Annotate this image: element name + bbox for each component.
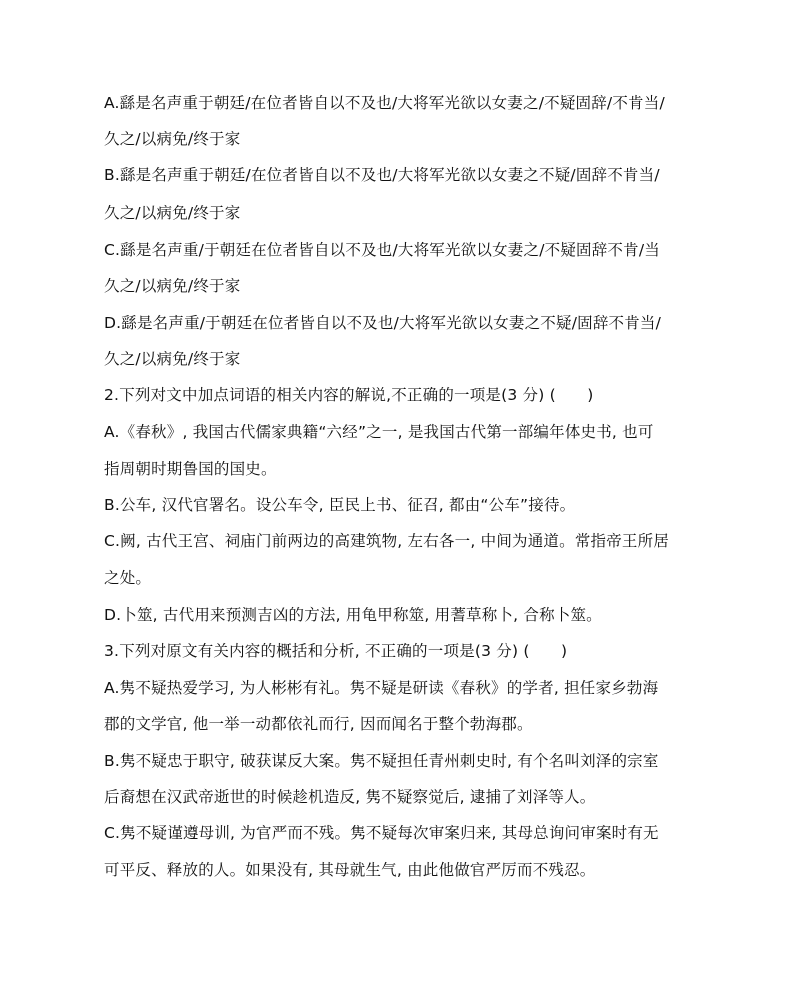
q3-option-a-line-1: A.隽不疑热爱学习, 为人彬彬有礼。隽不疑是研读《春秋》的学者, 担任家乡勃海 [104, 679, 659, 697]
q3-option-b-line-2: 后裔想在汉武帝逝世的时候趁机造反, 隽不疑察觉后, 逮捕了刘泽等人。 [104, 788, 596, 806]
q1-option-d-line-1: D.繇是名声重/于朝廷在位者皆自以不及也/大将军光欲以女妻之不疑/固辞不肯当/ [104, 314, 662, 332]
q1-option-d-line-2: 久之/以病免/终于家 [104, 350, 241, 368]
question-2-stem: 2.下列对文中加点词语的相关内容的解说,不正确的一项是(3 分) ( ) [104, 386, 594, 404]
q2-option-a-line-1: A.《春秋》, 我国古代儒家典籍“六经”之一, 是我国古代第一部编年体史书, 也可 [104, 423, 654, 441]
q2-option-c-line-2: 之处。 [104, 569, 152, 587]
q3-option-c-line-2: 可平反、释放的人。如果没有, 其母就生气, 由此他做官严厉而不残忍。 [104, 861, 596, 879]
q1-option-c-line-2: 久之/以病免/终于家 [104, 277, 241, 295]
question-3-stem: 3.下列对原文有关内容的概括和分析, 不正确的一项是(3 分) ( ) [104, 642, 568, 660]
q1-option-b-line-1: B.繇是名声重于朝廷/在位者皆自以不及也/大将军光欲以女妻之不疑/固辞不肯当/ [104, 166, 660, 184]
q2-option-d-line-1: D.卜筮, 古代用来预测吉凶的方法, 用龟甲称筮, 用蓍草称卜, 合称卜筮。 [104, 606, 602, 624]
q3-option-c-line-1: C.隽不疑谨遵母训, 为官严而不残。隽不疑每次审案归来, 其母总询问审案时有无 [104, 824, 659, 842]
q2-option-b-line-1: B.公车, 汉代官署名。设公车令, 臣民上书、征召, 都由“公车”接待。 [104, 496, 576, 514]
q1-option-a-line-1: A.繇是名声重于朝廷/在位者皆自以不及也/大将军光欲以女妻之/不疑固辞/不肯当/ [104, 94, 665, 112]
q2-option-a-line-2: 指周朝时期鲁国的国史。 [104, 460, 277, 478]
q3-option-a-line-2: 郡的文学官, 他一举一动都依礼而行, 因而闻名于整个勃海郡。 [104, 715, 533, 733]
q3-option-b-line-1: B.隽不疑忠于职守, 破获谋反大案。隽不疑担任青州刺史时, 有个名叫刘泽的宗室 [104, 752, 659, 770]
q1-option-b-line-2: 久之/以病免/终于家 [104, 204, 241, 222]
q2-option-c-line-1: C.阙, 古代王宫、祠庙门前两边的高建筑物, 左右各一, 中间为通道。常指帝王所居 [104, 532, 670, 550]
q1-option-a-line-2: 久之/以病免/终于家 [104, 130, 241, 148]
q1-option-c-line-1: C.繇是名声重/于朝廷在位者皆自以不及也/大将军光欲以女妻之/不疑固辞不肯/当 [104, 241, 660, 259]
